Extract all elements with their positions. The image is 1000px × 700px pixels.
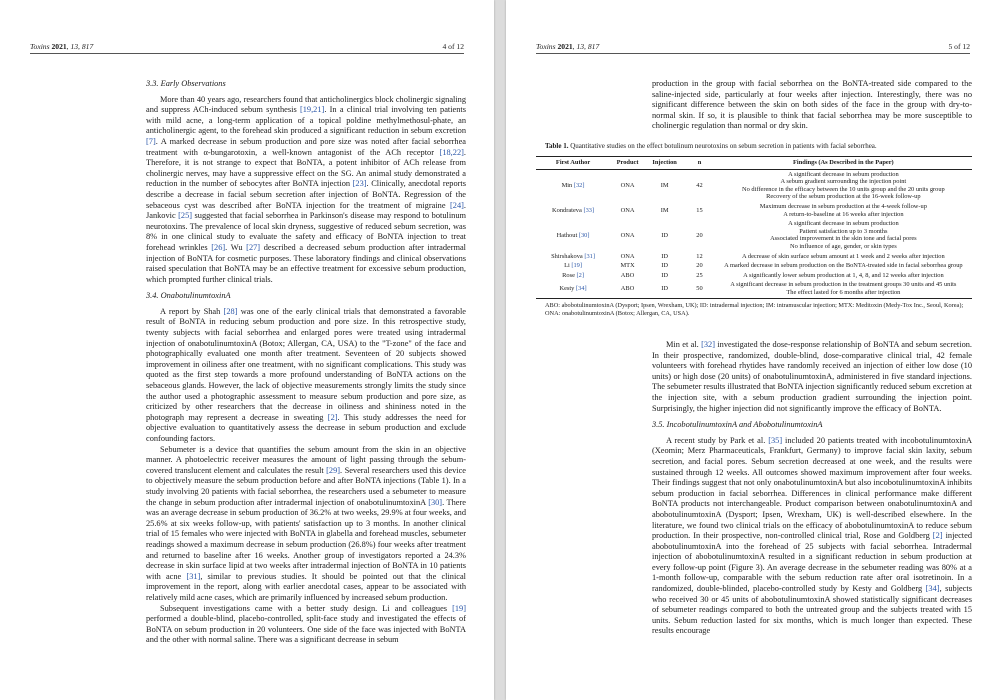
- injection-cell: ID: [661, 231, 668, 239]
- table-row: [536, 280, 972, 298]
- finding-line: Associated improvement in the skin tone and facial pores: [770, 235, 917, 243]
- citation-link[interactable]: [7]: [146, 136, 156, 146]
- findings-table: [536, 156, 972, 299]
- table-abbreviations: ABO: abobotulinumtoxinA (Dysport; Ipsen, Wrexham, UK); ID: intradermal injection; IM: intramuscular injection; MTX: Meditoxin (Medy-Tox Inc., Seoul, Korea); ONA: onabotulinumtoxinA (Botox; Allergan, CA, USA).: [545, 301, 964, 317]
- n-cell: 50: [696, 285, 703, 293]
- page-5: [506, 0, 1000, 700]
- product-cell: ONA: [620, 181, 635, 189]
- findings-cell: [715, 169, 972, 202]
- paragraph: Subsequent investigations came with a better study design. Li and colleagues [19] performed a double-blind, placebo-controlled, split-face study and investigated the effects of BoNTA on sebum production in 20 volunteers. One side of the face was injected with BoNTA and the other with normal saline. There was a significant decrease in sebum: [146, 603, 466, 645]
- citation-link[interactable]: [24]: [450, 200, 464, 210]
- column-header: Injection: [645, 157, 684, 170]
- n-cell: 25: [696, 271, 703, 279]
- citation-link[interactable]: [34]: [925, 584, 940, 594]
- author-cell: Rose [2]: [562, 271, 584, 279]
- finding-line: A significant decrease in sebum production: [788, 220, 899, 228]
- n-cell: 20: [696, 231, 703, 239]
- citation-link[interactable]: [30]: [428, 497, 443, 507]
- author-cell: Hathout [30]: [556, 231, 590, 239]
- running-header: [30, 41, 464, 54]
- finding-line: A sebum gradient surrounding the injection point: [780, 178, 907, 186]
- finding-line: No difference in the efficacy between the 10 units group and the 20 units group: [741, 185, 945, 193]
- citation-link[interactable]: [2]: [576, 271, 584, 279]
- table-row: [536, 261, 972, 271]
- finding-line: A return-to-baseline at 16 weeks after injection: [783, 210, 904, 218]
- page-4: [0, 0, 494, 700]
- paragraph: A report by Shah [28] was one of the early clinical trials that demonstrated a favorable result of BoNTA in reducing sebum production and pore size. In this retrospective study, twenty subjects with facial seborrhea and enlarged pores were treated using intradermal injection of onabotulinumtoxinA (Botox; Allergan, CA, USA) to the "T-zone" of the face and photographically evaluated one month after treatment. Seventeen of 20 subjects showed improvement in oiliness after one treatment, with no significant complications. This study was quoted as the first step towards a more profound understanding of BoNTA actions on the sebaceous glands. However, the lack of objective measurements strongly limits the study since the author used a photographic assessment to measure sebum production and pore size, as criticized by other researchers that the decrease in oiliness and shininess noted in the photograph may represent a decrease in sweating [2]. This study addresses the need for objective evaluation to quantitatively assess the decrease in sebum production and exclude confounding factors.: [146, 306, 466, 443]
- column-header: n: [684, 157, 715, 170]
- column-header: First Author: [536, 157, 610, 170]
- table-row: [536, 252, 972, 262]
- paragraph: More than 40 years ago, researchers found that anticholinergics block cholinergic signaling and suppress ACh-induced sebum synthesis [19,21]. In a clinical trial involving ten patients with mild acne, a long-term application of a topical poldine methylmethosul-phate, an anticholinergic agent, to the forehead skin produced a significant reduction in sebum excretion [7]. A marked decrease in sebum production and pore size was noted after facial seborrhea treatment with α-bungarotoxin, a well-known antagonist of the ACh receptor [18,22]. Therefore, it is not strange to expect that BoNTA, a potent inhibitor of ACh release from cholinergic nerves, may have a suppressive effect on the SG. An animal study demonstrated a reduction in the number of sebocytes after BoNTA injection [23]. Clinically, anecdotal reports describe a decrease in facial sebum secretion after injection of BoNTA. Regression of the sebaceous cyst was described after BoNTA injection for the treatment of migraine [24]. Jankovic [25] suggested that facial seborrhea in Parkinson's disease may respond to botulinum neurotoxins. The prevalence of local skin dryness, suggestive of reduced sebum secretion, was 8% in one clinical study to evaluate the safety and efficacy of BoNTA injection to treat forehead wrinkles [26]. Wu [27] described a decreased sebum production after intradermal injection of BoNTA for cosmetic purposes. These laboratory findings and clinical observations raised speculation that BoNTA may be an effective treatment for excessive sebum production, which prompted further clinical trials.: [146, 94, 466, 284]
- author-cell: Kesty [34]: [559, 285, 587, 293]
- paragraph: production in the group with facial seborrhea on the BoNTA-treated side compared to the saline-injected side, particularly at four weeks after injection. Interestingly, there was no significant difference between the skin on both sides of the face in the group with dry-to-normal skin. If so, it is plausible to think that facial seborrhea may be more susceptible to cholinergic regulation than normal or dry skin.: [652, 79, 972, 131]
- n-cell: 42: [696, 181, 703, 189]
- citation-link[interactable]: [18,22]: [439, 147, 464, 157]
- citation-link[interactable]: [28]: [223, 306, 238, 316]
- findings-cell: [715, 219, 972, 251]
- column-header: Product: [610, 157, 645, 170]
- table-row: [536, 169, 972, 202]
- citation-link[interactable]: [31]: [584, 252, 595, 260]
- author-cell: Shirshakova [31]: [551, 252, 595, 260]
- finding-line: Maximum decrease in sebum production at the 4-week follow-up: [759, 202, 927, 210]
- n-cell: 20: [696, 262, 703, 270]
- finding-line: Recovery of the sebum production at the 16-week follow-up: [766, 193, 921, 201]
- journal-citation: Toxins 2021, 13, 817: [30, 42, 94, 51]
- citation-link[interactable]: [2]: [932, 531, 943, 541]
- table-header-row: [536, 157, 972, 170]
- citation-link[interactable]: [31]: [186, 571, 201, 581]
- injection-cell: ID: [661, 285, 668, 293]
- product-cell: ONA: [620, 231, 635, 239]
- injection-cell: IM: [660, 181, 669, 189]
- page-number: 4 of 12: [442, 42, 464, 51]
- column-header: Findings (As Described in the Paper): [715, 157, 972, 170]
- page-body-bottom: [652, 340, 972, 637]
- injection-cell: ID: [661, 252, 668, 260]
- citation-link[interactable]: [34]: [575, 285, 587, 293]
- product-cell: ONA: [620, 206, 635, 214]
- page-body: [146, 79, 466, 646]
- citation-link[interactable]: [29]: [326, 465, 341, 475]
- running-header: [536, 41, 970, 54]
- product-cell: ABO: [620, 285, 635, 293]
- author-cell: Kondrateva [33]: [552, 206, 595, 214]
- product-cell: ABO: [620, 271, 635, 279]
- paragraph: Sebumeter is a device that quantifies the sebum amount from the skin in an objective manner. A photoelectric receiver measures the amount of light passing through the sebum-covered translucent element and calculates the result [29]. Several researchers used this device to objectively measure the sebum production before and after BoNTA injections (Table 1). In a study involving 20 patients with facial seborrhea, the researchers used a sebumeter to measure the change in sebum production after intradermal injection of onabotulinumtoxinA [30]. There was an average decrease in sebum production of 36.2% at two weeks, 29.9% at four weeks, and 25.6% at six weeks follow-up, with patients' satisfaction up to 3 months. In another clinical trial of 15 females who were injected with BoNTA in glabella and forehead muscles, sebumeter readings showed a maximum decrease in sebum production (26.8%) four weeks after treatment and returned to baseline after 16 weeks. Another group of investigators reported a 24.3% decrease in skin surface lipid at two weeks after intradermal injection of BoNTA in 10 patients with acne [31], similar to previous studies. It should be pointed out that the clinical improvement in the report, along with earlier anecdotal cases, appear to be associated with relatively mild acne cases, which are primarily influenced by increased sebum production.: [146, 444, 467, 602]
- table-caption: Table 1. Quantitative studies on the effect botulinum neurotoxins on sebum secretion in patients with facial seborrhea.: [545, 142, 877, 150]
- product-cell: MTX: [620, 262, 635, 270]
- citation-link[interactable]: [32]: [573, 181, 585, 189]
- finding-line: A significant decrease in sebum production in the treatment groups 30 units and 45 units: [730, 281, 957, 289]
- table-body: [536, 169, 972, 298]
- citation-link[interactable]: [19]: [452, 603, 466, 613]
- table-1: [536, 142, 972, 318]
- paragraph: Min et al. [32] investigated the dose-response relationship of BoNTA and sebum secretion. In their prospective, randomized, double-blind, dose-comparative clinical trial, 42 female volunteers with forehead rhytides have randomly received an injection of either low dose (10 units) or high dose (20 units) of onabotulinumtoxinA, administered in five standard injections. The sebumeter results illustrated that BoNTA injection significantly reduced sebum excretion at the injection site, with a sebum production gradient surrounding the injection point. Surprisingly, the higher injection did not significantly improve the efficacy of BoNTA.: [652, 340, 972, 413]
- page-body-top: [652, 79, 972, 132]
- paragraph: A recent study by Park et al. [35] included 20 patients treated with incobotulinumtoxinA (Xeomin; Merz Pharmaceuticals, Frankfurt, Germany) to improve facial skin laxity, sebum secretion, and facial pores. Sebum secretion decreased at one week, and the results were sustained through 12 weeks. All outcomes showed maximum improvement after four weeks. Their findings suggest that not only onabotulinumtoxinA but also incobotulinumtoxinA inhibits sebum production in facial seborrhea. Differences in clinical performance make different BoNTA products not interchangeable. Product comparison between onabotulinumtoxinA and abobotulinumtoxinA (Dysport; Ipsen, Wrexham, UK) is well-described elsewhere. In the literature, we found two clinical trials on the efficacy of abobotulinumtoxinA to reduce sebum production. In their prospective, non-controlled clinical trial, Rose and Goldberg [2] injected abobotulinumtoxinA into the forehead of 25 subjects with facial seborrhea. Intradermal injection of abobotulinumtoxinA resulted in a significant reduction in sebum production at every follow-up point (Figure 3). An average decrease in the sebumeter reading was 80% at a 1-month follow-up, comparable with the sebum reduction rate after oral isotretinoin. In a randomized, double-blinded, placebo-controlled study by Kesty and Goldberg [34], subjects who received 30 or 45 units of abobotulinumtoxinA showed statistically significant decreases of sebumeter readings compared to both the untreated group and the subjects treated with 15 units. Sebum reduction lasted for six months, which is much longer than expected. These results encourage: [652, 435, 972, 636]
- findings-cell: [715, 202, 972, 219]
- injection-cell: ID: [661, 262, 668, 270]
- table-row: [536, 271, 972, 281]
- author-cell: Li [19]: [564, 262, 583, 270]
- finding-line: Patient satisfaction up to 3 months: [799, 227, 888, 235]
- finding-line: The effect lasted for 6 months after injection: [786, 288, 901, 296]
- citation-link[interactable]: [23]: [352, 179, 367, 189]
- journal-citation: Toxins 2021, 13, 817: [536, 42, 600, 51]
- finding-line: A significantly lower sebum production at 1, 4, 8, and 12 weeks after injection: [743, 271, 944, 279]
- section-heading: 3.4. OnabotulinumtoxinA: [146, 291, 231, 301]
- author-cell: Min [32]: [561, 181, 585, 189]
- citation-link[interactable]: [27]: [246, 242, 261, 252]
- citation-link[interactable]: [19,21]: [299, 105, 325, 115]
- page-number: 5 of 12: [948, 42, 970, 51]
- section-heading: 3.5. IncobotulinumtoxinA and AbobotulinumtoxinA: [652, 420, 823, 430]
- n-cell: 12: [696, 252, 703, 260]
- citation-link[interactable]: [32]: [701, 340, 715, 349]
- table-row: [536, 219, 972, 251]
- findings-cell: [715, 280, 972, 298]
- citation-link[interactable]: [35]: [768, 435, 783, 445]
- n-cell: 15: [696, 206, 703, 214]
- citation-link[interactable]: [25]: [178, 211, 193, 221]
- citation-link[interactable]: [30]: [578, 231, 590, 239]
- product-cell: ONA: [620, 252, 635, 260]
- citation-link[interactable]: [33]: [583, 206, 595, 214]
- section-heading: 3.3. Early Observations: [146, 79, 226, 88]
- citation-link[interactable]: [2]: [327, 412, 338, 422]
- finding-line: A significant decrease in sebum production: [788, 170, 899, 178]
- finding-line: A decrease of skin surface sebum amount at 1 week and 2 weeks after injection: [742, 252, 945, 260]
- finding-line: A marked decrease in sebum production on the BoNTA-treated side in facial seborrhea group: [724, 262, 963, 270]
- citation-link[interactable]: [19]: [571, 262, 583, 270]
- finding-line: No influence of age, gender, or skin types: [789, 242, 897, 250]
- findings-cell: [715, 252, 972, 262]
- injection-cell: ID: [661, 271, 668, 279]
- table-row: [536, 202, 972, 219]
- findings-cell: [715, 271, 972, 281]
- injection-cell: IM: [660, 206, 669, 214]
- citation-link[interactable]: [26]: [211, 242, 226, 252]
- findings-cell: [715, 261, 972, 271]
